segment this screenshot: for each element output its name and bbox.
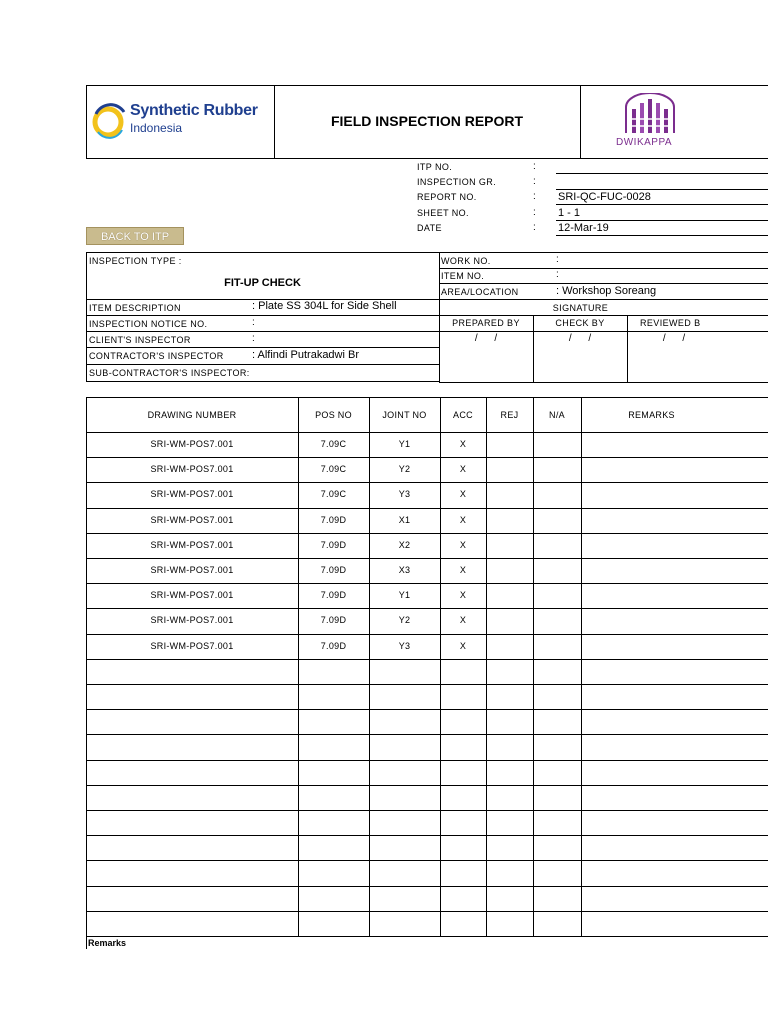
table-cell-acc: X (459, 539, 467, 550)
table-cell-pos-no: 7.09C (320, 464, 347, 475)
table-cell-joint-no: Y3 (398, 489, 411, 500)
column-header-drawing-number: DRAWING NUMBER (147, 410, 237, 420)
column-header-acc: ACC (453, 410, 473, 420)
table-cell-acc: X (459, 489, 467, 500)
dwikappa-logo-text: DWIKAPPA (616, 137, 673, 148)
inspection-type-value: FIT-UP CHECK (224, 277, 301, 289)
clients-inspector-value: : (252, 333, 255, 344)
meta-colon: : (533, 222, 536, 233)
table-cell-pos-no: 7.09D (320, 640, 347, 651)
area-location-label: AREA/LOCATION (441, 287, 519, 297)
signature-col-check-by: CHECK BY (555, 318, 605, 328)
table-cell-drawing-number: SRI-WM-POS7.001 (150, 565, 234, 575)
signature-col-prepared-by: PREPARED BY (452, 318, 520, 328)
meta-label-sheet-no: SHEET NO. (417, 208, 469, 218)
table-cell-drawing-number: SRI-WM-POS7.001 (150, 514, 234, 525)
table-cell-drawing-number: SRI-WM-POS7.001 (150, 640, 234, 651)
table-cell-drawing-number: SRI-WM-POS7.001 (150, 489, 234, 500)
column-header-remarks: REMARKS (628, 410, 675, 420)
meta-value-report-no: SRI-QC-FUC-0028 (558, 191, 651, 203)
signature-title: SIGNATURE (552, 303, 609, 313)
signature-date-check: / / (568, 333, 592, 344)
page-title: FIELD INSPECTION REPORT (330, 113, 524, 129)
item-no-value: : (556, 269, 559, 280)
logo-sub: Indonesia (130, 121, 183, 135)
meta-colon: : (533, 207, 536, 218)
meta-colon: : (533, 161, 536, 172)
table-cell-pos-no: 7.09C (320, 439, 347, 449)
column-header-rej: REJ (500, 410, 519, 420)
meta-colon: : (533, 191, 536, 202)
table-cell-drawing-number: SRI-WM-POS7.001 (150, 615, 234, 626)
sub-contractors-inspector-label: SUB-CONTRACTOR'S INSPECTOR: (89, 368, 250, 378)
table-cell-joint-no: X2 (398, 539, 411, 550)
table-cell-pos-no: 7.09C (320, 489, 347, 500)
column-header-pos-no: POS NO (315, 410, 352, 420)
table-cell-joint-no: Y1 (398, 439, 411, 449)
inspection-notice-value: : (252, 317, 255, 328)
meta-label-report-no: REPORT NO. (417, 192, 477, 202)
contractors-inspector-value: : Alfindi Putrakadwi Br (252, 349, 359, 361)
table-cell-acc: X (459, 640, 467, 651)
table-cell-joint-no: Y2 (398, 615, 411, 626)
work-no-value: : (556, 254, 559, 265)
table-cell-drawing-number: SRI-WM-POS7.001 (150, 464, 234, 475)
table-cell-pos-no: 7.09D (320, 615, 347, 626)
table-cell-pos-no: 7.09D (320, 590, 347, 601)
signature-date-prepared: / / (474, 333, 498, 344)
item-no-label: ITEM NO. (441, 271, 485, 281)
table-cell-drawing-number: SRI-WM-POS7.001 (150, 439, 234, 449)
table-cell-joint-no: Y3 (398, 640, 411, 651)
item-description-label: ITEM DESCRIPTION (89, 303, 181, 313)
meta-value-date: 12-Mar-19 (558, 222, 609, 234)
table-cell-acc: X (459, 514, 467, 525)
meta-value-sheet-no: 1 - 1 (558, 207, 581, 219)
table-cell-acc: X (459, 464, 467, 475)
clients-inspector-label: CLIENT'S INSPECTOR (89, 335, 191, 345)
remarks-label: Remarks (88, 938, 127, 948)
table-cell-joint-no: X1 (398, 514, 411, 525)
meta-colon: : (533, 176, 536, 187)
meta-label-itp: ITP NO. (417, 162, 453, 172)
signature-date-reviewed: / / (662, 333, 686, 344)
back-to-itp-button[interactable]: BACK TO ITP (86, 227, 184, 245)
table-cell-acc: X (459, 615, 467, 626)
table-cell-drawing-number: SRI-WM-POS7.001 (150, 590, 234, 601)
column-header-na: N/A (549, 410, 565, 420)
table-cell-acc: X (459, 565, 467, 575)
column-header-joint-no: JOINT NO (382, 410, 427, 420)
inspection-notice-label: INSPECTION NOTICE NO. (89, 319, 208, 329)
signature-col-reviewed-by: REVIEWED B (640, 318, 701, 328)
area-location-value: : Workshop Soreang (556, 285, 657, 297)
inspection-type-label: INSPECTION TYPE : (89, 256, 182, 266)
logo-name: Synthetic Rubber (130, 102, 258, 119)
table-cell-acc: X (459, 590, 467, 601)
table-cell-drawing-number: SRI-WM-POS7.001 (150, 539, 234, 550)
table-cell-pos-no: 7.09D (320, 539, 347, 550)
table-cell-acc: X (459, 439, 467, 449)
meta-label-inspection-gr: INSPECTION GR. (417, 177, 497, 187)
table-cell-joint-no: X3 (398, 565, 411, 575)
table-cell-joint-no: Y2 (398, 464, 411, 475)
item-description-value: : Plate SS 304L for Side Shell (252, 300, 397, 312)
table-cell-pos-no: 7.09D (320, 565, 347, 575)
meta-label-date: DATE (417, 223, 442, 233)
contractors-inspector-label: CONTRACTOR'S INSPECTOR (89, 351, 224, 361)
table-cell-joint-no: Y1 (398, 590, 411, 601)
work-no-label: WORK NO. (441, 256, 491, 266)
table-cell-pos-no: 7.09D (320, 514, 347, 525)
